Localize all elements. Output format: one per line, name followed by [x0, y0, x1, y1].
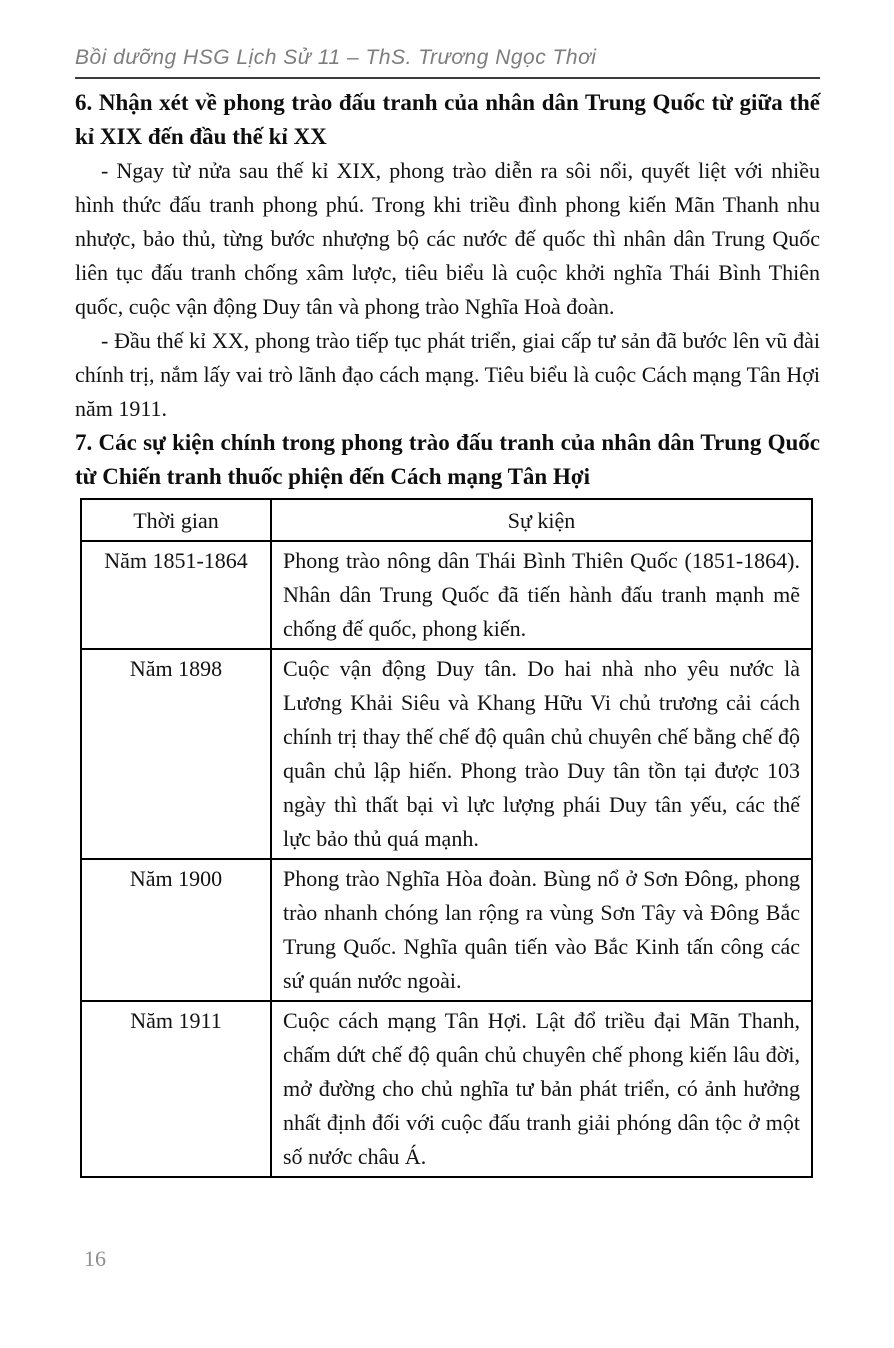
events-table	[80, 498, 813, 1178]
event-cell: Cuộc cách mạng Tân Hợi. Lật đổ triều đại Mãn Thanh, chấm dứt chế độ quân chủ chuyên chế phong kiến lâu đời, mở đường cho chủ nghĩa tư bản phát triển, có ảnh hưởng nhất định đối với cuộc đấu tranh giải phóng dân tộc ở một số nước châu Á.	[271, 1001, 812, 1177]
section-7-heading: 7. Các sự kiện chính trong phong trào đấu tranh của nhân dân Trung Quốc từ Chiến tranh thuốc phiện đến Cách mạng Tân Hợi	[75, 430, 820, 489]
event-cell: Phong trào nông dân Thái Bình Thiên Quốc (1851-1864). Nhân dân Trung Quốc đã tiến hành đấu tranh mạnh mẽ chống đế quốc, phong kiến.	[271, 541, 812, 649]
table-row	[81, 859, 812, 1001]
column-header-time: Thời gian	[81, 499, 271, 541]
table-row	[81, 649, 812, 859]
section-6-paragraph-2: - Đầu thế kỉ XX, phong trào tiếp tục phát triển, giai cấp tư sản đã bước lên vũ đài chính trị, nắm lấy vai trò lãnh đạo cách mạng. Tiêu biểu là cuộc Cách mạng Tân Hợi năm 1911.	[75, 328, 820, 421]
event-cell: Phong trào Nghĩa Hòa đoàn. Bùng nổ ở Sơn Đông, phong trào nhanh chóng lan rộng ra vùng Sơn Tây và Đông Bắc Trung Quốc. Nghĩa quân tiến vào Bắc Kinh tấn công các sứ quán nước ngoài.	[271, 859, 812, 1001]
table-row	[81, 1001, 812, 1177]
section-6-paragraph-1: - Ngay từ nửa sau thế kỉ XIX, phong trào diễn ra sôi nổi, quyết liệt với nhiều hình thức đấu tranh phong phú. Trong khi triều đình phong kiến Mãn Thanh nhu nhược, bảo thủ, từng bước nhượng bộ các nước đế quốc thì nhân dân Trung Quốc liên tục đấu tranh chống xâm lược, tiêu biểu là cuộc khởi nghĩa Thái Bình Thiên quốc, cuộc vận động Duy tân và phong trào Nghĩa Hoà đoàn.	[75, 158, 820, 319]
running-header: Bồi dưỡng HSG Lịch Sử 11 – ThS. Trương Ngọc Thơi	[75, 46, 820, 79]
event-cell: Cuộc vận động Duy tân. Do hai nhà nho yêu nước là Lương Khải Siêu và Khang Hữu Vi chủ trương cải cách chính trị thay thế chế độ quân chủ chuyên chế bằng chế độ quân chủ lập hiến. Phong trào Duy tân tồn tại được 103 ngày thì thất bại vì lực lượng phái Duy tân yếu, các thế lực bảo thủ quá mạnh.	[271, 649, 812, 859]
events-table-head	[81, 499, 812, 541]
section-6-heading: 6. Nhận xét về phong trào đấu tranh của nhân dân Trung Quốc từ giữa thế kỉ XIX đến đầu thế kỉ XX	[75, 90, 820, 149]
time-cell: Năm 1898	[81, 649, 271, 859]
table-row	[81, 541, 812, 649]
time-cell: Năm 1911	[81, 1001, 271, 1177]
page-number: 16	[84, 1246, 106, 1271]
events-table-body	[81, 541, 812, 1177]
time-cell: Năm 1900	[81, 859, 271, 1001]
table-header-row	[81, 499, 812, 541]
time-cell: Năm 1851-1864	[81, 541, 271, 649]
column-header-event: Sự kiện	[271, 499, 812, 541]
